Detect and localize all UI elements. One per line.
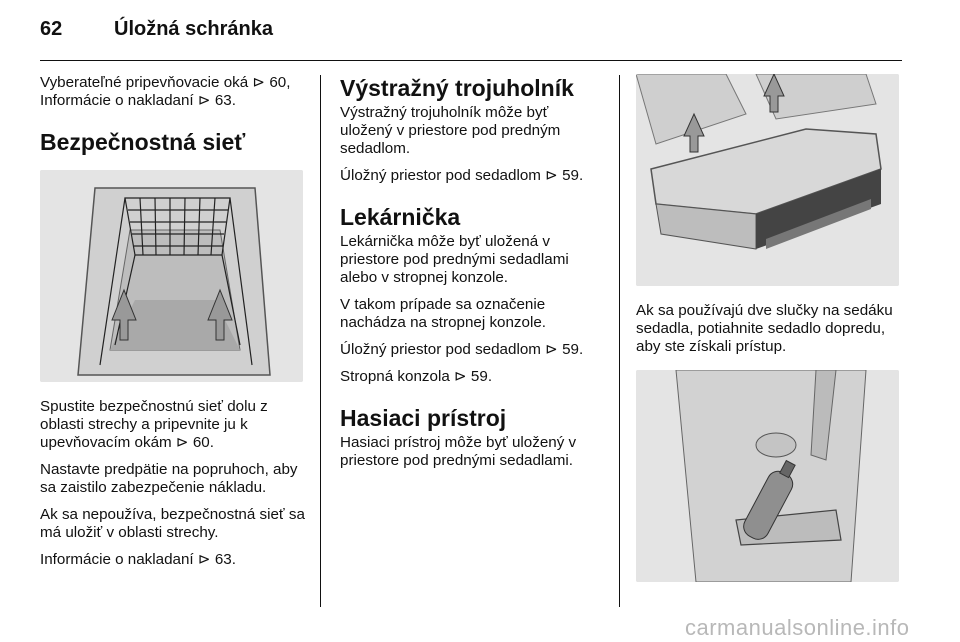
column-2: [340, 74, 602, 479]
first-aid-ref-1: Úložný priestor pod sedadlom ⊳ 59.: [340, 341, 584, 358]
column-divider-2: [619, 75, 620, 607]
fire-extinguisher-text: Hasiaci prístroj môže byť uložený v priestore pod prednými sedadlami.: [340, 434, 577, 469]
heading-fire-extinguisher: Hasiaci prístroj: [340, 405, 507, 431]
first-aid-text-1: Lekárnička môže byť uložená v priestore pod prednými sedadlami alebo v stropnej konzole.: [340, 233, 569, 286]
figure-extinguisher: [636, 370, 899, 582]
safety-net-text-2: Nastavte predpätie na popruhoch, aby sa zaistilo zabezpečenie nákladu.: [40, 461, 298, 496]
extinguisher-illustration: [636, 370, 899, 582]
safety-net-text-4: Informácie o nakladaní ⊳ 63.: [40, 551, 236, 568]
first-aid-ref-2: Stropná konzola ⊳ 59.: [340, 368, 493, 385]
page-header: [40, 18, 273, 48]
column-divider-1: [320, 75, 321, 607]
cargo-net-illustration: [40, 170, 303, 382]
figure-seat-storage: [636, 74, 899, 286]
intro-text: Vyberateľné pripevňovacie oká ⊳ 60, Informácie o nakladaní ⊳ 63.: [40, 74, 291, 109]
figure-safety-net: [40, 170, 303, 382]
column-1: [40, 74, 312, 578]
heading-first-aid: Lekárnička: [340, 204, 461, 230]
heading-warning-triangle: Výstražný trojuholník: [340, 75, 574, 101]
header-rule: [40, 60, 902, 61]
page-number: 62: [40, 18, 63, 40]
safety-net-text-3: Ak sa nepoužíva, bezpečnostná sieť sa má uložiť v oblasti strechy.: [40, 506, 305, 541]
column-3: [636, 74, 904, 582]
seat-access-text: Ak sa používajú dve slučky na sedáku sedadla, potiahnite sedadlo dopredu, aby ste získali prístup.: [636, 302, 893, 355]
heading-safety-net: Bezpečnostná sieť: [40, 129, 246, 155]
first-aid-text-2: V takom prípade sa označenie nachádza na stropnej konzole.: [340, 296, 547, 331]
watermark: carmanualsonline.info: [685, 615, 910, 640]
warning-triangle-text: Výstražný trojuholník môže byť uložený v priestore pod predným sedadlom.: [340, 104, 561, 157]
safety-net-text-1: Spustite bezpečnostnú sieť dolu z oblasti strechy a pripevnite ju k upevňovacím okám ⊳ 60.: [40, 398, 268, 451]
warning-triangle-ref: Úložný priestor pod sedadlom ⊳ 59.: [340, 167, 584, 184]
seat-storage-illustration: [636, 74, 899, 286]
section-title: Úložná schránka: [114, 18, 273, 40]
